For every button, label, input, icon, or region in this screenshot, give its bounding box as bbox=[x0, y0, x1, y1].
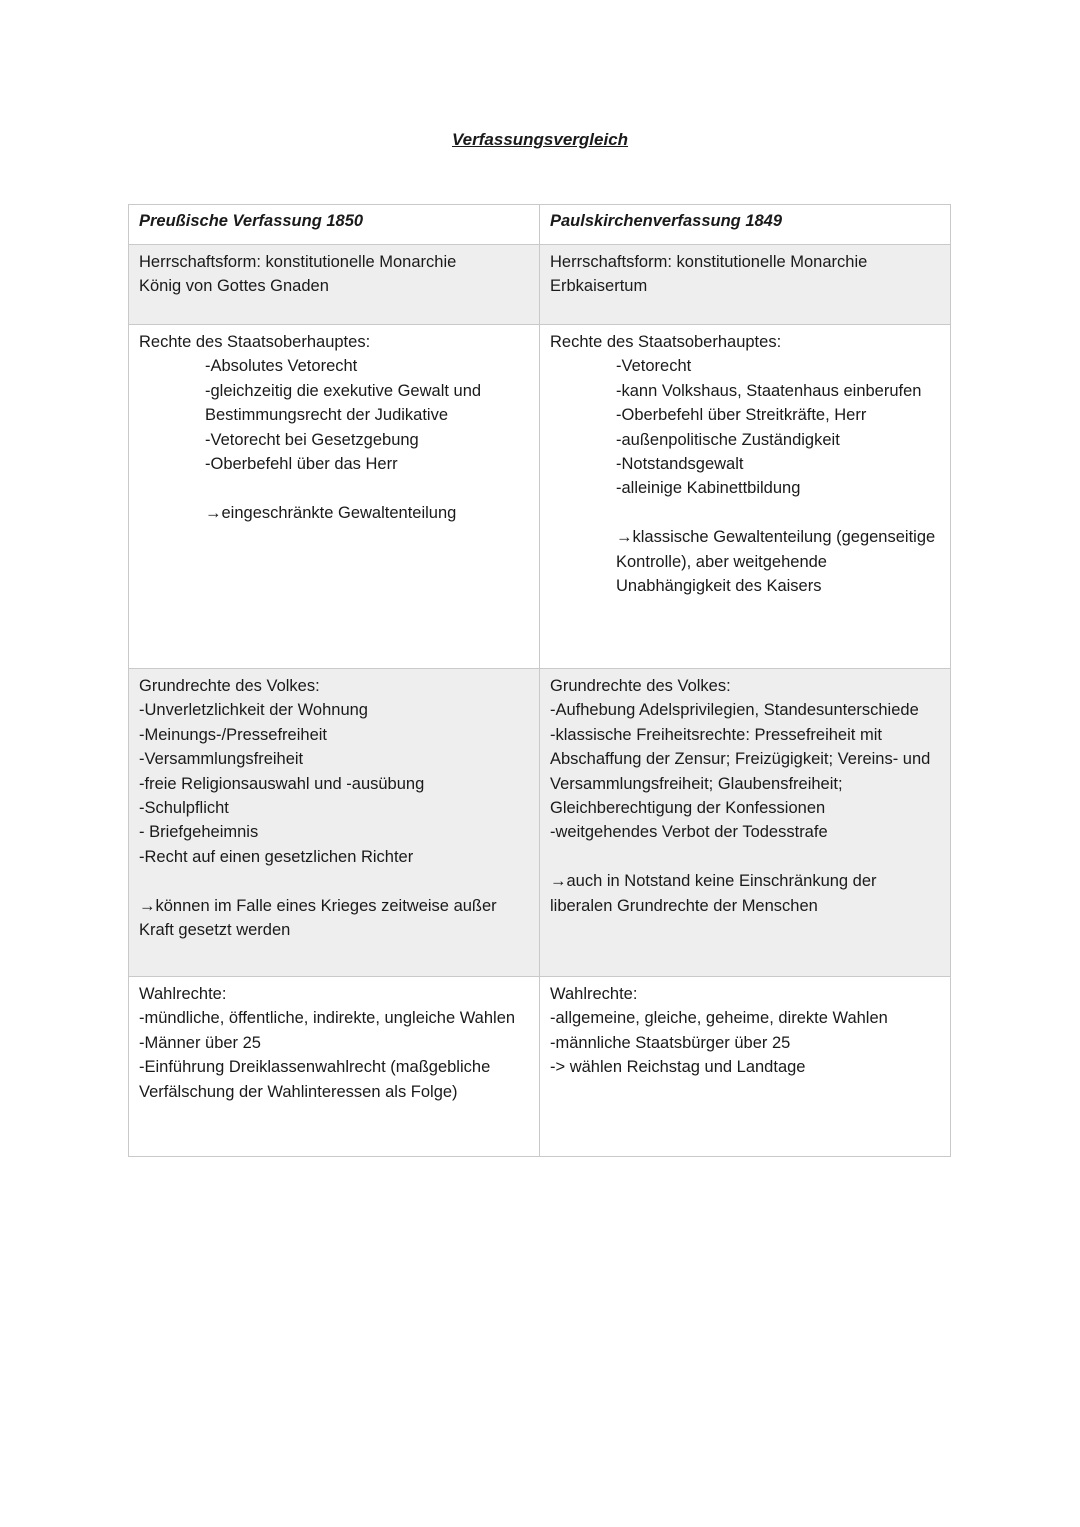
list-block bbox=[550, 354, 940, 598]
list-item: -mündliche, öffentliche, indirekte, ungleiche Wahlen bbox=[139, 1009, 516, 1028]
list-item: -Oberbefehl über Streitkräfte, Herr bbox=[616, 406, 867, 425]
list-item: -Absolutes Vetorecht bbox=[205, 357, 358, 376]
conclusion-text: →eingeschränkte Gewaltenteilung bbox=[205, 503, 457, 522]
cell-heading: Rechte des Staatsoberhauptes: bbox=[139, 333, 371, 351]
cell-herrschaftsform-right bbox=[540, 245, 951, 325]
list-item: -alleinige Kabinettbildung bbox=[616, 479, 801, 498]
list-item: -Notstandsgewalt bbox=[616, 455, 744, 474]
row-wahlrechte bbox=[129, 977, 951, 1157]
row-staatsoberhaupt bbox=[129, 325, 951, 669]
list-item: -gleichzeitig die exekutive Gewalt und Bestimmungsrecht der Judikative bbox=[205, 381, 482, 425]
cell-grundrechte-right bbox=[540, 669, 951, 977]
list-item: -Meinungs-/Pressefreiheit bbox=[139, 725, 327, 744]
list-item: - Briefgeheimnis bbox=[139, 823, 259, 842]
list-item: -weitgehendes Verbot der Todesstrafe bbox=[550, 823, 828, 842]
list-item: -kann Volkshaus, Staatenhaus einberufen bbox=[616, 381, 922, 400]
list-item: -Vetorecht bei Gesetzgebung bbox=[205, 430, 419, 449]
text-line: Erbkaisertum bbox=[550, 277, 648, 296]
list-item: -klassische Freiheitsrechte: Pressefreiheit mit Abschaffung der Zensur; Freizügigkeit; Vereins- und Versammlungsfreiheit; Glaubensfreiheit; Gleichberechtigung der Konfessionen bbox=[550, 725, 931, 818]
comparison-table bbox=[128, 204, 951, 1157]
list-item: -Vetorecht bbox=[616, 357, 692, 376]
cell-heading: Rechte des Staatsoberhauptes: bbox=[550, 333, 782, 351]
cell-heading: Grundrechte des Volkes: bbox=[550, 677, 731, 695]
list-item: -Recht auf einen gesetzlichen Richter bbox=[139, 847, 414, 866]
list-item: -> wählen Reichstag und Landtage bbox=[550, 1058, 806, 1077]
list-item: -freie Religionsauswahl und -ausübung bbox=[139, 774, 425, 793]
cell-wahlrechte-right bbox=[540, 977, 951, 1157]
document-title: Verfassungsvergleich bbox=[451, 130, 629, 149]
cell-herrschaftsform-left bbox=[129, 245, 540, 325]
cell-staatsoberhaupt-right bbox=[540, 325, 951, 669]
header-prussian: Preußische Verfassung 1850 bbox=[129, 205, 540, 245]
list-item: -Unverletzlichkeit der Wohnung bbox=[139, 701, 368, 720]
list-item: -Einführung Dreiklassenwahlrecht (maßgebliche Verfälschung der Wahlinteressen als Folge) bbox=[139, 1058, 491, 1101]
list-item: -Versammlungsfreiheit bbox=[139, 750, 304, 769]
header-paulskirche: Paulskirchenverfassung 1849 bbox=[540, 205, 951, 245]
cell-wahlrechte-left bbox=[129, 977, 540, 1157]
conclusion-text: →klassische Gewaltenteilung (gegenseitige Kontrolle), aber weitgehende Unabhängigkeit des Kaisers bbox=[616, 528, 936, 596]
list-item: -allgemeine, gleiche, geheime, direkte Wahlen bbox=[550, 1009, 888, 1028]
cell-heading: Wahlrechte: bbox=[139, 985, 227, 1003]
cell-staatsoberhaupt-left bbox=[129, 325, 540, 669]
list-item: -Männer über 25 bbox=[139, 1033, 261, 1052]
row-herrschaftsform bbox=[129, 245, 951, 325]
list-item: -Oberbefehl über das Herr bbox=[205, 455, 398, 474]
row-grundrechte bbox=[129, 669, 951, 977]
table-header-row bbox=[129, 205, 951, 245]
conclusion-text: →können im Falle eines Krieges zeitweise außer Kraft gesetzt werden bbox=[139, 896, 497, 940]
cell-heading: Grundrechte des Volkes: bbox=[139, 677, 320, 695]
list-block bbox=[139, 354, 529, 525]
text-line: Herrschaftsform: konstitutionelle Monarchie bbox=[550, 253, 868, 271]
cell-grundrechte-left bbox=[129, 669, 540, 977]
text-line: König von Gottes Gnaden bbox=[139, 277, 329, 296]
cell-heading: Wahlrechte: bbox=[550, 985, 638, 1003]
conclusion-text: →auch in Notstand keine Einschränkung der liberalen Grundrechte der Menschen bbox=[550, 872, 877, 915]
text-line: Herrschaftsform: konstitutionelle Monarchie bbox=[139, 253, 457, 271]
list-item: -Aufhebung Adelsprivilegien, Standesunterschiede bbox=[550, 701, 919, 720]
list-item: -außenpolitische Zuständigkeit bbox=[616, 430, 840, 449]
list-item: -männliche Staatsbürger über 25 bbox=[550, 1033, 791, 1052]
list-item: -Schulpflicht bbox=[139, 799, 229, 818]
